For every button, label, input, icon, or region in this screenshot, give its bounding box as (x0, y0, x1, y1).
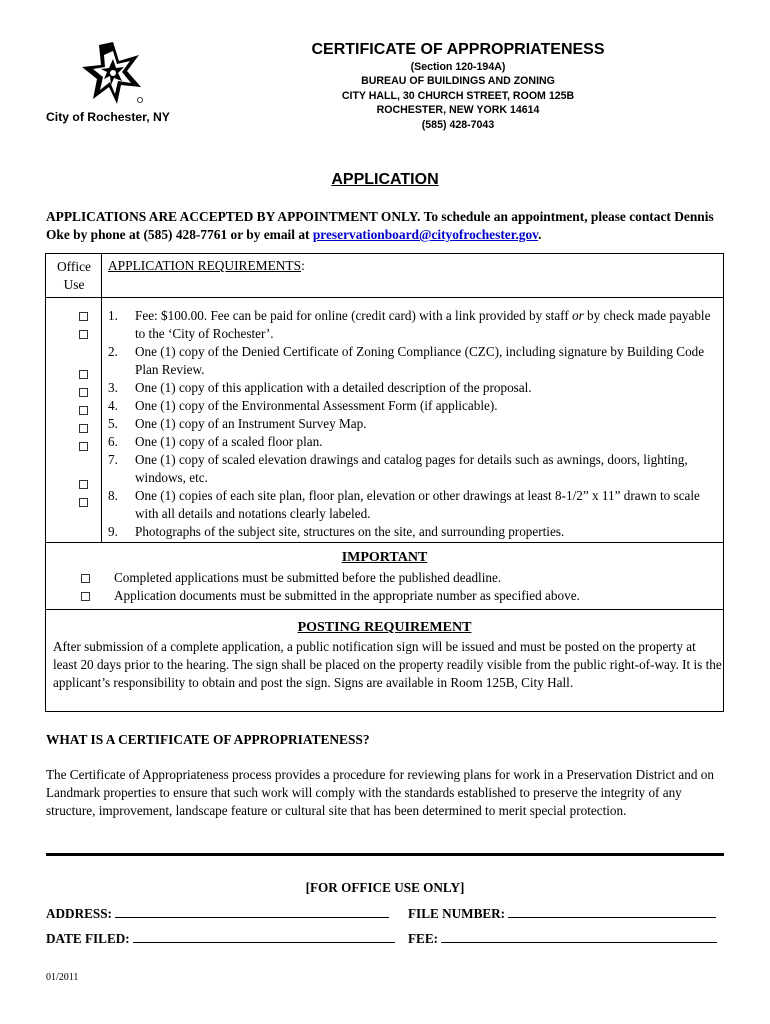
section-divider (46, 542, 723, 543)
intro-end: . (538, 227, 542, 242)
requirement-item (108, 487, 718, 523)
what-is-text: The Certificate of Appropriateness process provides a procedure for reviewing plans for work in a Preservation District and on Landmark properties to ensure that such work will comply with the standards established to preserve the integrity of any structure, improvement, landscape feature or cultural site that has been determined to merit special protection. (46, 767, 714, 818)
document-title: CERTIFICATE OF APPROPRIATENESS (311, 41, 605, 58)
revision-date: 01/2011 (46, 972, 79, 983)
item-number: 8. (108, 488, 118, 503)
header-line: CITY HALL, 30 CHURCH STREET, ROOM 125B (341, 89, 575, 102)
item-text: One (1) copy of the Environmental Assessment Form (if applicable). (135, 398, 498, 413)
address-line[interactable] (115, 906, 389, 918)
requirement-item (108, 415, 718, 433)
fee-field (408, 931, 717, 947)
date-filed-field (46, 931, 395, 947)
item-text: One (1) copy of an Instrument Survey Map. (135, 416, 367, 431)
important-heading: IMPORTANT (341, 550, 428, 565)
item-number: 3. (108, 380, 118, 395)
address-label: ADDRESS: (46, 906, 112, 921)
office-checkbox[interactable] (79, 480, 88, 489)
requirement-item (108, 343, 718, 379)
office-checkbox[interactable] (79, 312, 88, 321)
requirement-item (108, 307, 718, 343)
header-divider (46, 297, 723, 298)
requirements-heading (108, 258, 305, 274)
office-checkbox[interactable] (79, 388, 88, 397)
item-text: Photographs of the subject site, structures on the site, and surrounding properties. (135, 524, 565, 539)
office-use-line: Use (63, 277, 85, 292)
office-checkbox[interactable] (79, 498, 88, 507)
important-checkbox[interactable] (81, 574, 90, 583)
item-number: 4. (108, 398, 118, 413)
item-number: 5. (108, 416, 118, 431)
important-item: Application documents must be submitted in the appropriate number as specified above. (114, 588, 580, 603)
item-text-emphasis: or (572, 308, 584, 323)
posting-text: After submission of a complete application, a public notification sign will be issued and must be posted on the property at least 20 days prior to the hearing. The sign shall be placed on the property readily visible from the public right-of-way. It is the applicant’s responsibility to obtain and post the sign. Signs are available in Room 125B, City Hall. (53, 639, 722, 690)
important-checkbox[interactable] (81, 592, 90, 601)
address-field (46, 906, 389, 922)
office-use-line: Office (57, 259, 91, 274)
fee-label: FEE: (408, 931, 439, 946)
important-item: Completed applications must be submitted before the published deadline. (114, 570, 502, 585)
what-is-heading: WHAT IS A CERTIFICATE OF APPROPRIATENESS? (46, 732, 370, 747)
header-line: (585) 428-7043 (421, 118, 495, 131)
date-filed-label: DATE FILED: (46, 931, 130, 946)
intro-text: APPLICATIONS ARE ACCEPTED BY APPOINTMENT ONLY. To schedule an appointment, please contact Dennis Oke by phone at (585) 428-7761 or by email at (46, 209, 714, 242)
requirements-table (45, 253, 724, 712)
item-text: by check made payable to the ‘City of Rochester’. (135, 308, 711, 341)
document-header (300, 40, 616, 132)
requirement-item (108, 397, 718, 415)
date-filed-line[interactable] (133, 931, 395, 943)
item-text: One (1) copy of scaled elevation drawings and catalog pages for details such as awnings, doors, lighting, windows, etc. (135, 452, 688, 485)
office-checkbox[interactable] (79, 406, 88, 415)
city-of-rochester-logo (80, 40, 146, 106)
item-text: Fee: $100.00. Fee can be paid for online (credit card) with a link provided by staff (135, 308, 573, 323)
requirement-item (108, 523, 718, 541)
item-number: 9. (108, 524, 118, 539)
office-checkbox[interactable] (79, 370, 88, 379)
file-number-line[interactable] (508, 906, 716, 918)
city-label: City of Rochester, NY (46, 110, 170, 124)
office-use-header (49, 258, 99, 294)
item-number: 1. (108, 308, 118, 323)
office-checkbox[interactable] (79, 424, 88, 433)
header-line: (Section 120-194A) (410, 61, 506, 73)
file-number-label: FILE NUMBER: (408, 906, 506, 921)
item-number: 7. (108, 452, 118, 467)
email-link[interactable]: preservationboard@cityofrochester.gov (312, 227, 539, 242)
office-checkbox[interactable] (79, 442, 88, 451)
file-number-field (408, 906, 716, 922)
header-line: ROCHESTER, NEW YORK 14614 (376, 104, 540, 117)
requirement-item (108, 451, 718, 487)
section-divider (46, 609, 723, 610)
item-text: One (1) copy of a scaled floor plan. (135, 434, 323, 449)
item-text: One (1) copy of this application with a detailed description of the proposal. (135, 380, 532, 395)
office-use-heading: [FOR OFFICE USE ONLY] (305, 880, 465, 895)
horizontal-rule (46, 853, 724, 856)
office-checkbox[interactable] (79, 330, 88, 339)
posting-heading: POSTING REQUIREMENT (297, 620, 472, 635)
item-number: 6. (108, 434, 118, 449)
application-title: APPLICATION (331, 171, 439, 188)
requirement-item (108, 433, 718, 451)
intro-paragraph (46, 208, 736, 244)
item-number: 2. (108, 344, 118, 359)
fee-line[interactable] (441, 931, 717, 943)
item-text: One (1) copy of the Denied Certificate of Zoning Compliance (CZC), including signature by Building Code Plan Review. (135, 344, 705, 377)
requirement-item (108, 379, 718, 397)
requirements-heading-colon: : (301, 258, 305, 273)
header-line: BUREAU OF BUILDINGS AND ZONING (361, 75, 555, 88)
item-text: One (1) copies of each site plan, floor plan, elevation or other drawings at least 8-1/2” x 11” drawn to scale with all details and notations clearly labeled. (135, 488, 700, 521)
requirements-heading-text: APPLICATION REQUIREMENTS (108, 258, 302, 273)
